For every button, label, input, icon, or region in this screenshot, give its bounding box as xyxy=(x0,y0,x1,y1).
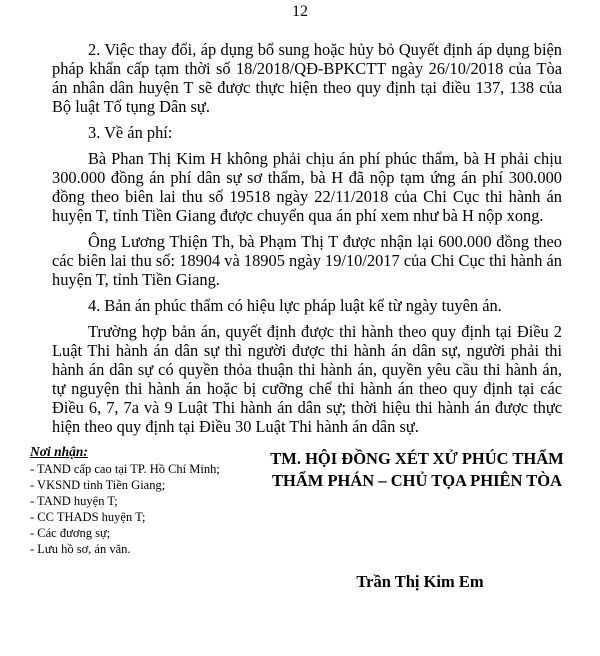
signer-name: Trần Thị Kim Em xyxy=(356,572,484,591)
recipients-list xyxy=(30,444,260,557)
recipient-item: - VKSND tỉnh Tiền Giang; xyxy=(30,478,166,492)
signature-judge-title: THẨM PHÁN – CHỦ TỌA PHIÊN TÒA xyxy=(272,471,562,490)
paragraph-interim-measures: 2. Việc thay đổi, áp dụng bổ sung hoặc hủy bỏ Quyết định áp dụng biện pháp khẩn cấp tạm thời số 18/2018/QĐ-BPKCTT ngày 26/10/2018 của Tòa án nhân dân huyện T sẽ được thực hiện theo quy định tại điều 137, 138 của Bộ luật Tố tụng Dân sự. xyxy=(52,40,562,116)
paragraph-court-fee-heading: 3. Về án phí: xyxy=(88,123,173,142)
recipient-item: - TAND cấp cao tại TP. Hồ Chí Minh; xyxy=(30,462,220,476)
signature-council-title: TM. HỘI ĐỒNG XÉT XỬ PHÚC THẨM xyxy=(270,449,564,468)
recipient-item: - Các đương sự; xyxy=(30,526,111,540)
paragraph-refund: Ông Lương Thiện Th, bà Phạm Thị T được nhận lại 600.000 đồng theo các biên lai thu số: 18904 và 18905 ngày 19/10/2017 của Chi Cục thi hành án huyện T, tỉnh Tiền Giang. xyxy=(52,232,562,289)
recipients-title: Nơi nhận: xyxy=(30,444,88,459)
recipient-item: - Lưu hồ sơ, án văn. xyxy=(30,542,131,556)
page-number: 12 xyxy=(292,3,308,20)
signature-block xyxy=(262,448,572,492)
paragraph-enforcement: Trường hợp bản án, quyết định được thi hành theo quy định tại Điều 2 Luật Thi hành án dân sự thì người được thi hành án dân sự, người phải thi hành án dân sự có quyền thỏa thuận thi hành án, quyền yêu cầu thi hành án, tự nguyện thi hành án hoặc bị cưỡng chế thi hành án theo quy định tại các Điều 6, 7, 7a và 9 Luật Thi hành án dân sự; thời hiệu thi hành án được thực hiện theo quy định tại Điều 30 Luật Thi hành án dân sự. xyxy=(52,322,562,436)
paragraph-effective-date: 4. Bản án phúc thẩm có hiệu lực pháp luật kể từ ngày tuyên án. xyxy=(88,296,502,315)
paragraph-court-fee-h: Bà Phan Thị Kim H không phải chịu án phí phúc thẩm, bà H phải chịu 300.000 đồng án phí dân sự sơ thẩm, bà H đã nộp tạm ứng án phí 300.000 đồng theo biên lai thu số 19518 ngày 22/11/2018 của Chi Cục thi hành án huyện T, tỉnh Tiền Giang được chuyển qua án phí xem như bà H nộp xong. xyxy=(52,149,562,225)
recipient-item: - CC THADS huyện T; xyxy=(30,510,146,524)
recipient-item: - TAND huyện T; xyxy=(30,494,118,508)
judgment-body xyxy=(52,40,562,443)
